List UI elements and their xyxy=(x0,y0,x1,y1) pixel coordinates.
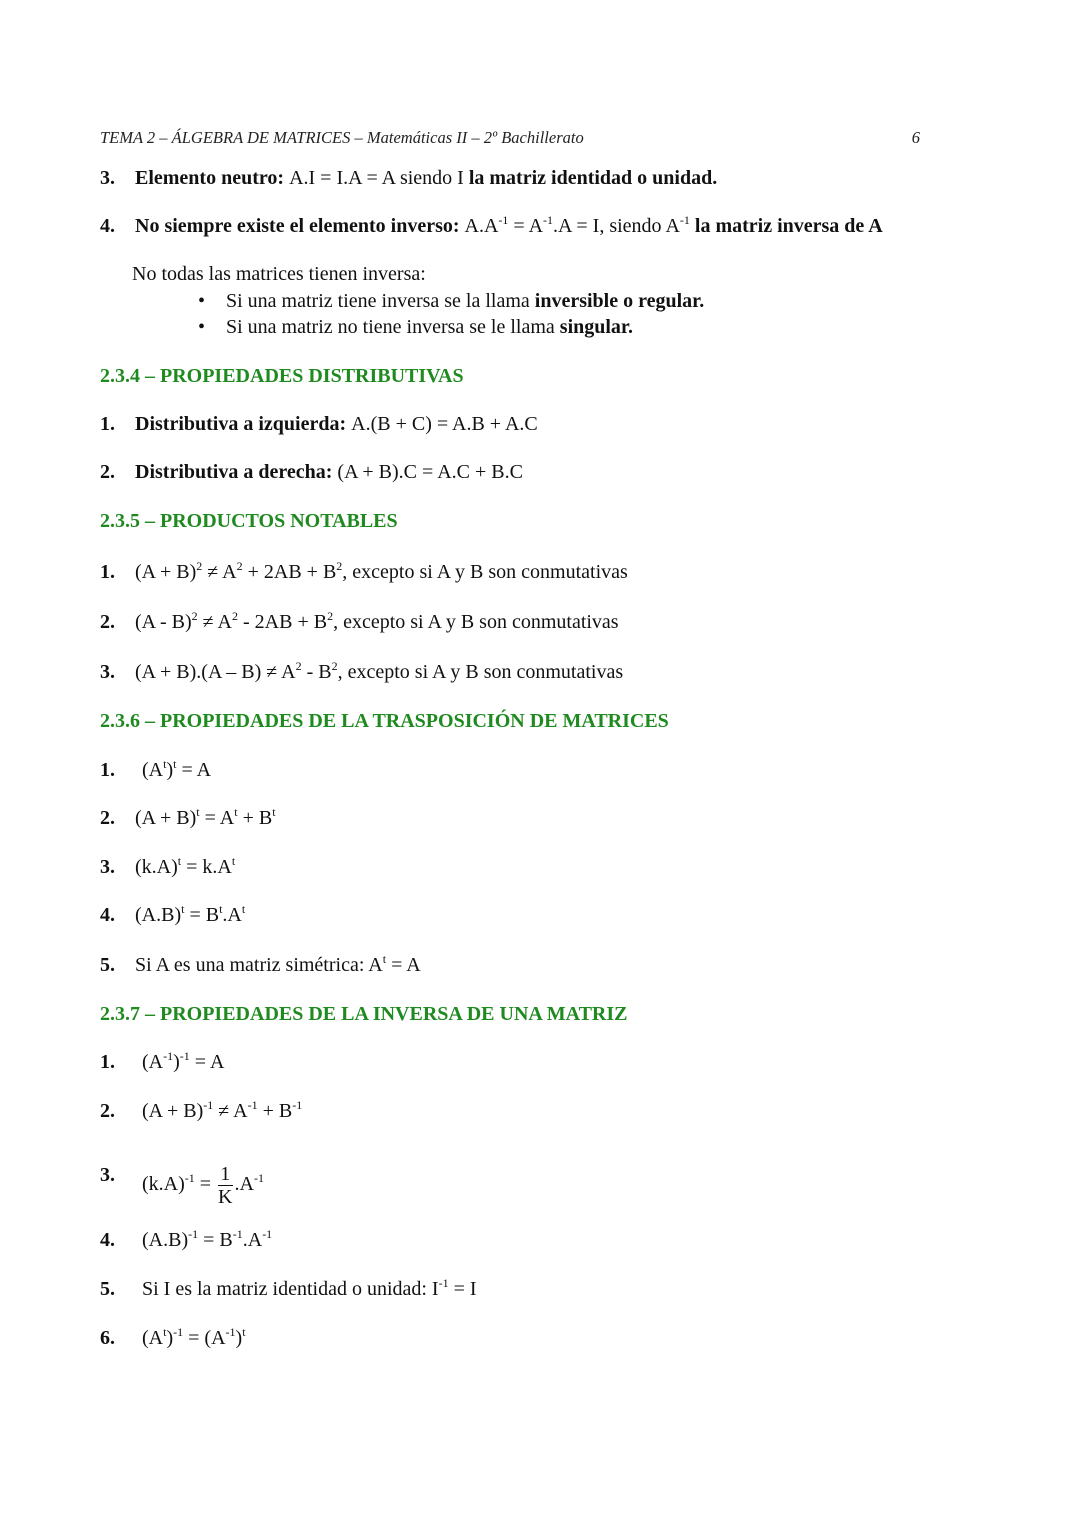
superscript: -1 xyxy=(225,1325,236,1339)
superscript: t xyxy=(241,902,246,916)
text-segment: (A + B) xyxy=(135,561,197,583)
superscript: t xyxy=(242,1325,246,1339)
item-number: 3. xyxy=(100,1164,115,1186)
text-segment: = A xyxy=(199,807,235,829)
item-text xyxy=(142,1163,264,1208)
section-heading xyxy=(0,364,1080,404)
list-item xyxy=(0,166,1080,206)
item-text xyxy=(135,806,276,830)
list-item xyxy=(0,660,1080,700)
text-segment: = A xyxy=(176,759,212,781)
text-segment: ) xyxy=(166,1327,174,1349)
superscript: 2 xyxy=(331,659,338,673)
fraction-denominator: K xyxy=(218,1186,233,1208)
text-segment: A.(B + C) = A.B + A.C xyxy=(351,413,538,435)
text-segment: (A xyxy=(142,1051,164,1073)
text-segment: , excepto si A y B son conmutativas xyxy=(337,661,624,683)
text-segment: 2.3.7 – PROPIEDADES DE LA INVERSA DE UNA MATRIZ xyxy=(100,1003,628,1025)
superscript: t xyxy=(177,854,182,868)
bullet-icon: • xyxy=(198,290,206,312)
text-segment: (A.B) xyxy=(142,1229,189,1251)
superscript: -1 xyxy=(498,213,509,227)
item-number: 3. xyxy=(100,167,115,189)
superscript: -1 xyxy=(179,1049,190,1063)
text-segment: ≠ A xyxy=(202,561,237,583)
item-text xyxy=(135,855,235,879)
superscript: t xyxy=(163,757,167,771)
superscript: 2 xyxy=(295,659,302,673)
list-item xyxy=(0,806,1080,846)
text-segment: (A xyxy=(142,1327,164,1349)
list-item xyxy=(0,1228,1080,1268)
page-number: 6 xyxy=(911,128,920,147)
superscript: -1 xyxy=(438,1276,449,1290)
superscript: -1 xyxy=(173,1325,184,1339)
superscript: -1 xyxy=(163,1049,174,1063)
page-header xyxy=(100,128,920,148)
text-segment: ≠ A xyxy=(213,1100,248,1122)
item-text xyxy=(135,412,538,436)
text-segment: No todas las matrices tienen inversa: xyxy=(132,263,426,285)
item-number: 4. xyxy=(100,1229,115,1251)
text-segment: + B xyxy=(237,807,273,829)
item-number: 4. xyxy=(100,904,115,926)
heading-text xyxy=(100,709,669,733)
superscript: t xyxy=(219,902,223,916)
text-segment: .A xyxy=(222,904,242,926)
superscript: t xyxy=(181,902,185,916)
heading-text xyxy=(100,1002,627,1026)
item-text xyxy=(135,903,245,927)
superscript: -1 xyxy=(247,1098,258,1112)
list-item xyxy=(0,1326,1080,1366)
superscript: -1 xyxy=(262,1227,273,1241)
text-segment: - B xyxy=(301,661,332,683)
text-segment: .A xyxy=(242,1229,263,1251)
list-item xyxy=(0,214,1080,254)
item-text xyxy=(142,758,211,782)
bullet-text xyxy=(226,315,633,339)
heading-text xyxy=(100,509,398,533)
text-segment: = B xyxy=(184,904,220,926)
text-segment: + B xyxy=(257,1100,293,1122)
text-segment: (k.A) xyxy=(135,856,178,878)
item-text xyxy=(135,953,421,977)
item-number: 3. xyxy=(100,661,115,683)
heading-text xyxy=(100,364,464,388)
list-item xyxy=(0,855,1080,895)
superscript: -1 xyxy=(679,213,690,227)
item-number: 3. xyxy=(100,856,115,878)
text-segment: , excepto si A y B son conmutativas xyxy=(342,561,628,583)
fraction-numerator: 1 xyxy=(218,1163,232,1186)
text-segment: .A xyxy=(234,1173,254,1196)
bold-text: inversible o regular. xyxy=(534,290,705,312)
text-segment: (A.B) xyxy=(135,904,182,926)
list-item xyxy=(0,560,1080,600)
item-text xyxy=(142,1050,224,1074)
fraction xyxy=(218,1163,232,1208)
list-item xyxy=(0,1277,1080,1317)
list-item xyxy=(0,1163,1080,1208)
item-text xyxy=(135,166,717,190)
superscript: t xyxy=(231,854,236,868)
text-segment: - 2AB + B xyxy=(238,611,328,633)
text-segment: = A xyxy=(189,1051,225,1073)
item-text xyxy=(142,1277,477,1301)
text-segment: ≠ A xyxy=(197,611,232,633)
item-number: 1. xyxy=(100,759,115,781)
text-segment: (A + B) xyxy=(135,807,197,829)
superscript: 2 xyxy=(336,559,343,573)
superscript: 2 xyxy=(196,559,203,573)
superscript: 2 xyxy=(191,609,198,623)
bold-text: Distributiva a izquierda: xyxy=(135,413,352,435)
superscript: 2 xyxy=(232,609,238,623)
text-segment: , excepto si A y B son conmutativas xyxy=(333,611,619,633)
text-segment: ) xyxy=(166,759,174,781)
list-item xyxy=(0,1099,1080,1139)
header-title: TEMA 2 – ÁLGEBRA DE MATRICES – Matemáticas II – 2º Bachillerato xyxy=(100,128,584,147)
item-number: 6. xyxy=(100,1327,115,1349)
item-number: 1. xyxy=(100,561,115,583)
text-segment: (A + B).C = A.C + B.C xyxy=(337,461,523,483)
text-segment: = k.A xyxy=(181,856,232,878)
text-segment: Si una matriz tiene inversa se la llama xyxy=(226,290,535,312)
item-text xyxy=(135,560,628,584)
bold-text: la matriz inversa de A xyxy=(694,215,883,237)
text-segment: (A + B).(A – B) ≠ A xyxy=(135,661,296,683)
superscript: t xyxy=(173,757,177,771)
bold-text: singular. xyxy=(559,316,633,338)
text-segment: = A xyxy=(508,215,544,237)
text-segment: 2.3.5 – PRODUCTOS NOTABLES xyxy=(100,510,398,532)
superscript: t xyxy=(163,1325,167,1339)
superscript: 2 xyxy=(327,609,334,623)
bullet-text xyxy=(226,289,704,313)
bold-text: Distributiva a derecha: xyxy=(135,461,338,483)
text-segment: ) xyxy=(235,1327,243,1349)
text-segment: Si una matriz no tiene inversa se le llama xyxy=(226,316,560,338)
superscript: -1 xyxy=(188,1227,199,1241)
list-item xyxy=(0,903,1080,943)
superscript: -1 xyxy=(292,1098,303,1112)
list-item xyxy=(0,758,1080,798)
superscript: -1 xyxy=(253,1171,264,1186)
section-heading xyxy=(0,509,1080,549)
item-text xyxy=(135,610,619,634)
bold-text: No siempre existe el elemento inverso: xyxy=(135,215,465,237)
list-item xyxy=(0,1050,1080,1090)
bullet-item xyxy=(0,315,1080,355)
text-segment: 2.3.4 – PROPIEDADES DISTRIBUTIVAS xyxy=(100,365,464,387)
text-segment: = A xyxy=(386,954,421,976)
text-segment: = xyxy=(194,1173,217,1196)
item-text xyxy=(142,1228,272,1252)
item-text xyxy=(135,214,883,238)
text-segment: A.A xyxy=(464,215,499,237)
item-number: 2. xyxy=(100,461,115,483)
bullet-icon: • xyxy=(198,316,206,338)
text-segment: = B xyxy=(198,1229,233,1251)
superscript: -1 xyxy=(184,1171,195,1186)
text-segment: 2.3.6 – PROPIEDADES DE LA TRASPOSICIÓN DE MATRICES xyxy=(100,710,669,732)
text-segment: Si A es una matriz simétrica: A xyxy=(135,954,383,976)
item-number: 2. xyxy=(100,807,115,829)
text-segment: = (A xyxy=(183,1327,226,1349)
text-segment: (A xyxy=(142,759,164,781)
item-number: 2. xyxy=(100,1100,115,1122)
item-text xyxy=(142,1099,302,1123)
item-number: 5. xyxy=(100,1278,115,1300)
text-segment: Si I es la matriz identidad o unidad: I xyxy=(142,1278,439,1300)
bold-text: Elemento neutro: xyxy=(135,167,290,189)
item-number: 1. xyxy=(100,1051,115,1073)
superscript: t xyxy=(234,805,238,819)
superscript: t xyxy=(382,952,387,966)
text-segment: (A + B) xyxy=(142,1100,204,1122)
section-heading xyxy=(0,1002,1080,1042)
text-segment: (k.A) xyxy=(142,1173,185,1196)
item-number: 2. xyxy=(100,611,115,633)
item-number: 4. xyxy=(100,215,115,237)
list-item xyxy=(0,610,1080,650)
list-item xyxy=(0,412,1080,452)
paragraph-text xyxy=(132,262,426,286)
superscript: -1 xyxy=(543,213,554,227)
item-text xyxy=(142,1326,246,1350)
item-text xyxy=(135,660,623,684)
text-segment: .A = I, siendo A xyxy=(553,215,680,237)
list-item xyxy=(0,953,1080,993)
item-text xyxy=(135,460,523,484)
text-segment: ) xyxy=(173,1051,180,1073)
text-segment: = I xyxy=(448,1278,477,1300)
superscript: -1 xyxy=(232,1227,243,1241)
text-segment: + 2AB + B xyxy=(242,561,337,583)
superscript: -1 xyxy=(203,1098,214,1112)
section-heading xyxy=(0,709,1080,749)
text-segment: A.I = I.A = A siendo I xyxy=(289,167,469,189)
item-number: 1. xyxy=(100,413,115,435)
bold-text: la matriz identidad o unidad. xyxy=(468,167,718,189)
superscript: t xyxy=(272,805,276,819)
text-segment: (A - B) xyxy=(135,611,192,633)
item-number: 5. xyxy=(100,954,115,976)
superscript: t xyxy=(196,805,200,819)
superscript: 2 xyxy=(236,559,243,573)
list-item xyxy=(0,460,1080,500)
